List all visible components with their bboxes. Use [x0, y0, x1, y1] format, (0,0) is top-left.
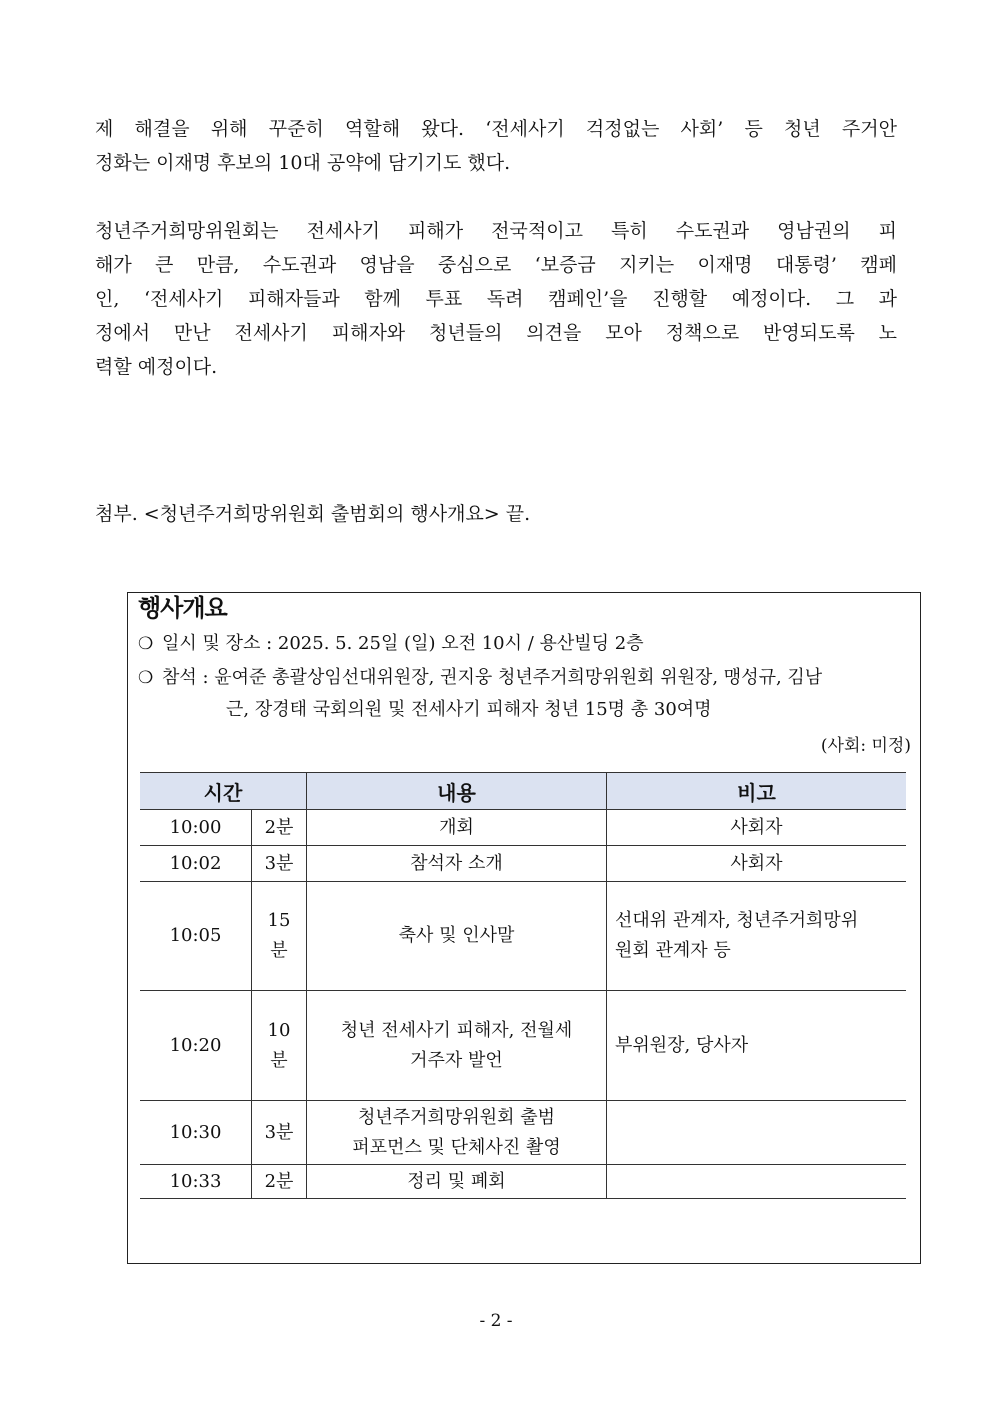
event-overview-box	[127, 592, 921, 1264]
duration-text: 분	[270, 1049, 288, 1071]
bullet-attendees	[138, 662, 822, 694]
content-text: 개회	[439, 816, 474, 838]
paragraph-2	[95, 214, 897, 384]
duration-text: 분	[270, 940, 288, 961]
event-overview-title: 행사개요	[138, 594, 227, 622]
cell-content	[307, 810, 607, 846]
schedule-table	[140, 772, 906, 1199]
circle-bullet-icon: ❍	[138, 634, 154, 654]
cell-content	[307, 846, 607, 882]
duration-text: 2분	[264, 1170, 294, 1192]
cell-time: 10:05	[140, 882, 252, 991]
page-number: - 2 -	[479, 1311, 513, 1331]
bullet-text: 참석 : 윤여준 총괄상임선대위원장, 권지웅 청년주거희망위원회 위원장, 맹성규, 김남	[162, 667, 823, 688]
cell-note	[607, 882, 907, 991]
table-row	[140, 1165, 906, 1199]
host-note: (사회: 미정)	[820, 736, 911, 756]
bullet-text: 일시 및 장소 : 2025. 5. 25일 (일) 오전 10시 / 용산빌딩 2층	[162, 633, 644, 654]
content-text: 청년주거희망위원회 출범	[358, 1106, 555, 1128]
cell-note	[607, 1165, 907, 1199]
content-text: 청년 전세사기 피해자, 전월세	[340, 1019, 573, 1041]
cell-time: 10:30	[140, 1101, 252, 1165]
cell-content	[307, 1165, 607, 1199]
table-row	[140, 810, 906, 846]
duration-text: 10	[267, 1019, 291, 1041]
cell-time: 10:33	[140, 1165, 252, 1199]
content-text: 정리 및 폐회	[407, 1170, 506, 1192]
paragraph-line: 청년주거희망위원회는 전세사기 피해가 전국적이고 특히 수도권과 영남권의 피	[95, 220, 897, 242]
cell-time: 10:02	[140, 846, 252, 882]
note-text: 원회 관계자 등	[615, 940, 731, 961]
cell-duration	[252, 882, 307, 991]
content-text: 퍼포먼스 및 단체사진 촬영	[352, 1136, 561, 1158]
cell-time: 10:00	[140, 810, 252, 846]
paragraph-line: 력할 예정이다.	[95, 356, 218, 378]
cell-time: 10:20	[140, 991, 252, 1101]
cell-duration	[252, 846, 307, 882]
header-content: 내용	[307, 773, 607, 810]
paragraph-line: 해가 큰 만큼, 수도권과 영남을 중심으로 ‘보증금 지키는 이재명 대통령’ 캠페	[95, 254, 897, 276]
cell-note	[607, 846, 907, 882]
content-text: 거주자 발언	[410, 1049, 503, 1071]
cell-note	[607, 810, 907, 846]
table-row	[140, 1101, 906, 1165]
bullet-date-location	[138, 628, 644, 660]
note-text: 사회자	[730, 816, 783, 838]
content-text: 축사 및 인사말	[398, 925, 515, 946]
note-text: 선대위 관계자, 청년주거희망위	[615, 910, 859, 931]
cell-note	[607, 991, 907, 1101]
attachment-note: 첨부. <청년주거희망위원회 출범회의 행사개요> 끝.	[95, 503, 531, 525]
cell-duration	[252, 810, 307, 846]
note-text: 사회자	[730, 852, 783, 874]
paragraph-1	[95, 112, 897, 180]
duration-text: 15	[267, 910, 291, 931]
paragraph-line: 인, ‘전세사기 피해자들과 함께 투표 독려 캠페인’을 진행할 예정이다. 그 과	[95, 288, 897, 310]
table-row	[140, 882, 906, 991]
cell-content	[307, 882, 607, 991]
table-row	[140, 846, 906, 882]
cell-duration	[252, 1165, 307, 1199]
note-text: 부위원장, 당사자	[615, 1034, 749, 1056]
content-text: 참석자 소개	[410, 852, 503, 874]
cell-duration	[252, 1101, 307, 1165]
cell-duration	[252, 991, 307, 1101]
paragraph-line: 정화는 이재명 후보의 10대 공약에 담기기도 했다.	[95, 152, 511, 174]
cell-note	[607, 1101, 907, 1165]
duration-text: 2분	[264, 816, 294, 838]
table-header-row	[140, 773, 906, 810]
cell-content	[307, 1101, 607, 1165]
bullet-attendees-continued: 근, 장경태 국회의원 및 전세사기 피해자 청년 15명 총 30여명	[226, 699, 712, 720]
table-row	[140, 991, 906, 1101]
paragraph-line: 제 해결을 위해 꾸준히 역할해 왔다. ‘전세사기 걱정없는 사회’ 등 청년 주거안	[95, 118, 897, 140]
paragraph-line: 정에서 만난 전세사기 피해자와 청년들의 의견을 모아 정책으로 반영되도록 노	[95, 322, 897, 344]
duration-text: 3분	[264, 852, 294, 874]
circle-bullet-icon: ❍	[138, 668, 154, 688]
duration-text: 3분	[264, 1121, 294, 1143]
header-time: 시간	[140, 773, 307, 810]
cell-content	[307, 991, 607, 1101]
header-note: 비고	[607, 773, 907, 810]
